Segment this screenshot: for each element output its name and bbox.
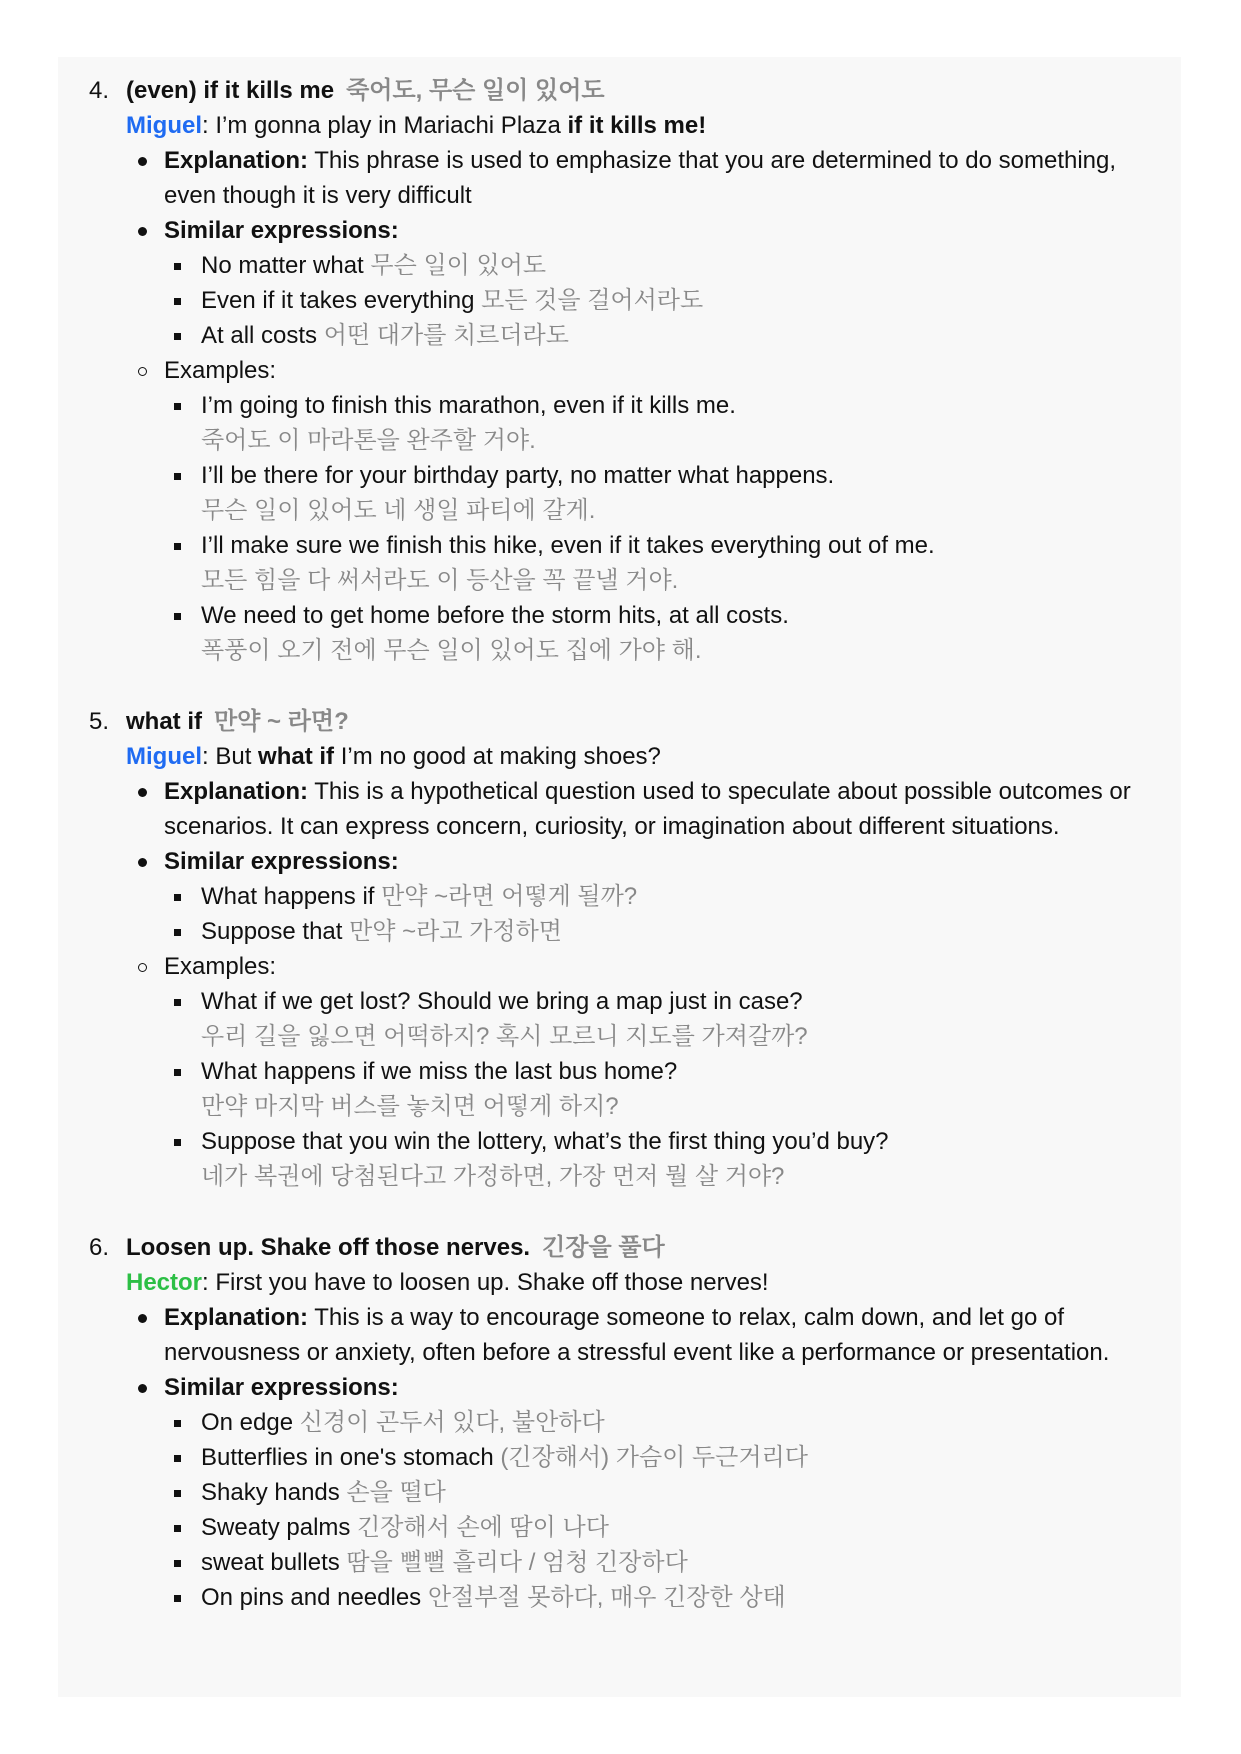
expression-title [58, 73, 1181, 108]
similar-korean: 안절부절 못하다, 매우 긴장한 상태 [427, 1584, 786, 1611]
example-translation: 우리 길을 잃으면 어떡하지? 혹시 모르니 지도를 가져갈까? [201, 1023, 808, 1050]
similar-english: sweat bullets [201, 1549, 347, 1576]
example-translation: 네가 복권에 당첨된다고 가정하면, 가장 먼저 뭘 살 거야? [201, 1163, 785, 1190]
similar-english: No matter what [201, 252, 371, 279]
item-number: 5. [89, 708, 110, 735]
item-number: 4. [89, 77, 110, 104]
similar-english: Sweaty palms [201, 1514, 358, 1541]
document-page [58, 57, 1181, 1697]
similar-expression-item [58, 283, 1181, 318]
dialogue-line [58, 108, 1181, 143]
similar-korean: 신경이 곤두서 있다, 불안하다 [299, 1409, 605, 1436]
dialogue-segment: if it kills me! [567, 112, 707, 139]
item-number: 6. [89, 1234, 110, 1261]
similar-korean: 손을 떨다 [346, 1479, 446, 1506]
speaker-name: Miguel [126, 112, 202, 139]
similar-english: Suppose that [201, 918, 350, 945]
dialogue-segment: : I’m gonna play in Mariachi Plaza [202, 112, 568, 139]
dialogue-line [58, 1265, 1181, 1300]
example-translation: 폭풍이 오기 전에 무슨 일이 있어도 집에 가야 해. [201, 637, 702, 664]
similar-english: At all costs [201, 322, 324, 349]
expression-title [58, 704, 1181, 739]
similar-expression-item [58, 1545, 1181, 1580]
explanation-bullet [58, 774, 1181, 844]
similar-expression-item [58, 914, 1181, 949]
similar-korean: 무슨 일이 있어도 [370, 252, 547, 279]
similar-english: Even if it takes everything [201, 287, 482, 314]
explanation-text: This phrase is used to emphasize that you are determined to do something, even though it is very difficult [164, 147, 1117, 209]
similar-expression-item [58, 1475, 1181, 1510]
explanation-label: Explanation: [164, 778, 309, 805]
dialogue-segment: : First you have to loosen up. Shake off those nerves! [202, 1269, 769, 1296]
similar-expression-item [58, 1405, 1181, 1440]
expression-phrase: Loosen up. Shake off those nerves. [126, 1234, 531, 1261]
expression-section [58, 73, 1181, 668]
similar-korean: 긴장해서 손에 땀이 나다 [357, 1514, 609, 1541]
dialogue-segment: I’m no good at making shoes? [334, 743, 661, 770]
example-translation: 죽어도 이 마라톤을 완주할 거야. [201, 427, 536, 454]
expression-phrase: what if [126, 708, 202, 735]
explanation-bullet [58, 143, 1181, 213]
explanation-text: This is a hypothetical question used to speculate about possible outcomes or scenarios. It can express concern, curiosity, or imagination about different situations. [164, 778, 1131, 840]
similar-korean: 어떤 대가를 치르더라도 [323, 322, 569, 349]
similar-english: What happens if [201, 883, 382, 910]
similar-expression-item [58, 1510, 1181, 1545]
expression-korean: 긴장을 풀다 [542, 1234, 665, 1261]
example-translation: 무슨 일이 있어도 네 생일 파티에 갈게. [201, 497, 596, 524]
example-sentence: We need to get home before the storm hits, at all costs. [58, 598, 1181, 633]
dialogue-segment: : But [202, 743, 259, 770]
similar-korean: 만약 ~라고 가정하면 [349, 918, 562, 945]
expression-korean: 죽어도, 무슨 일이 있어도 [346, 77, 605, 104]
expression-section [58, 704, 1181, 1194]
similar-korean: 만약 ~라면 어떻게 될까? [381, 883, 638, 910]
examples-label: Examples: [58, 353, 1181, 388]
similar-english: Shaky hands [201, 1479, 347, 1506]
similar-english: Butterflies in one's stomach [201, 1444, 501, 1471]
similar-english: On pins and needles [201, 1584, 428, 1611]
example-translation: 만약 마지막 버스를 놓치면 어떻게 하지? [201, 1093, 619, 1120]
example-sentence: I’ll make sure we finish this hike, even if it takes everything out of me. [58, 528, 1181, 563]
similar-expression-item [58, 1440, 1181, 1475]
examples-label: Examples: [58, 949, 1181, 984]
expression-phrase: (even) if it kills me [126, 77, 335, 104]
similar-korean: (긴장해서) 가슴이 두근거리다 [500, 1444, 808, 1471]
explanation-bullet [58, 1300, 1181, 1370]
similar-korean: 땀을 뻘뻘 흘리다 / 엄청 긴장하다 [346, 1549, 688, 1576]
expression-list [58, 57, 1181, 1651]
similar-expressions-label: Similar expressions: [58, 213, 1181, 248]
similar-korean: 모든 것을 걸어서라도 [481, 287, 704, 314]
explanation-text: This is a way to encourage someone to relax, calm down, and let go of nervousness or anxiety, often before a stressful event like a performance or presentation. [164, 1304, 1110, 1366]
example-sentence: What happens if we miss the last bus home? [58, 1054, 1181, 1089]
similar-english: On edge [201, 1409, 300, 1436]
similar-expression-item [58, 879, 1181, 914]
expression-korean: 만약 ~ 라면? [214, 708, 349, 735]
similar-expressions-label: Similar expressions: [58, 1370, 1181, 1405]
explanation-label: Explanation: [164, 1304, 309, 1331]
speaker-name: Miguel [126, 743, 202, 770]
example-sentence: Suppose that you win the lottery, what’s the first thing you’d buy? [58, 1124, 1181, 1159]
similar-expressions-label: Similar expressions: [58, 844, 1181, 879]
explanation-label: Explanation: [164, 147, 309, 174]
expression-title [58, 1230, 1181, 1265]
similar-expression-item [58, 248, 1181, 283]
speaker-name: Hector [126, 1269, 203, 1296]
similar-expression-item [58, 1580, 1181, 1615]
expression-section [58, 1230, 1181, 1615]
example-translation: 모든 힘을 다 써서라도 이 등산을 꼭 끝낼 거야. [201, 567, 679, 594]
similar-expression-item [58, 318, 1181, 353]
example-sentence: What if we get lost? Should we bring a map just in case? [58, 984, 1181, 1019]
example-sentence: I’ll be there for your birthday party, no matter what happens. [58, 458, 1181, 493]
example-sentence: I’m going to finish this marathon, even if it kills me. [58, 388, 1181, 423]
dialogue-segment: what if [258, 743, 335, 770]
dialogue-line [58, 739, 1181, 774]
